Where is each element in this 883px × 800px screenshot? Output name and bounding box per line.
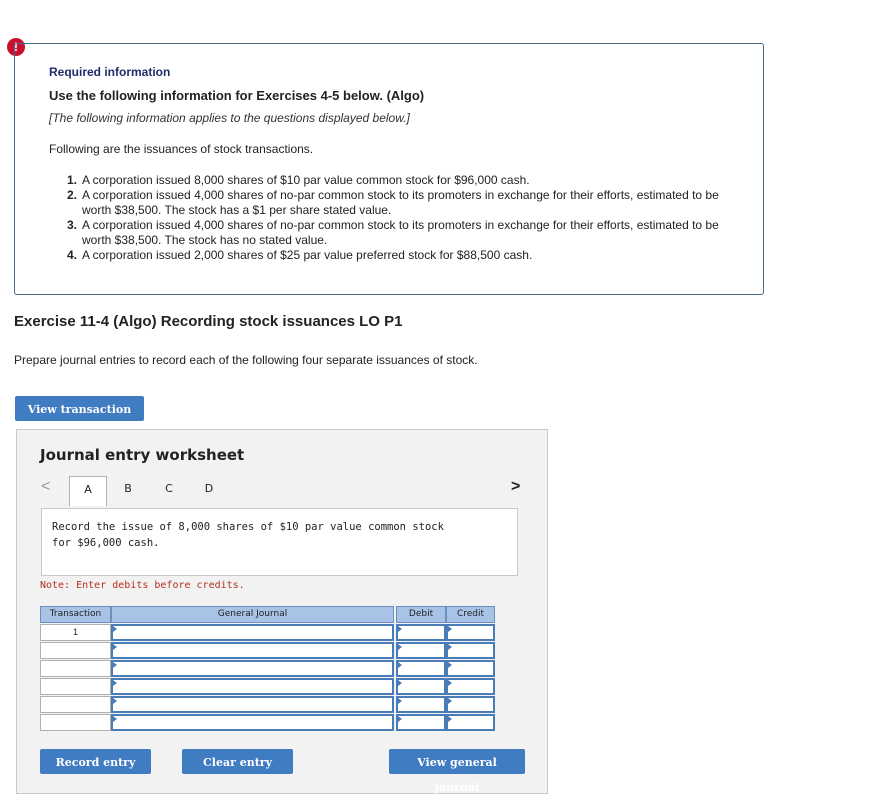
transaction-list bbox=[67, 173, 747, 263]
account-input[interactable] bbox=[111, 696, 394, 713]
record-entry-button[interactable]: Record entry bbox=[40, 749, 151, 774]
list-item-text: A corporation issued 8,000 shares of $10 par value common stock for $96,000 cash. bbox=[82, 173, 530, 187]
tab-c[interactable]: C bbox=[165, 482, 173, 495]
list-item bbox=[67, 188, 747, 218]
transaction-description-box bbox=[41, 508, 518, 576]
debit-input[interactable] bbox=[396, 624, 446, 641]
tab-b[interactable]: B bbox=[124, 482, 132, 495]
transaction-cell bbox=[40, 714, 111, 731]
account-input[interactable] bbox=[111, 624, 394, 641]
list-item-text: A corporation issued 4,000 shares of no-par common stock to its promoters in exchange for their efforts, estimated to be worth $38,500. The stock has no stated value. bbox=[82, 218, 719, 247]
journal-entry-worksheet bbox=[16, 429, 548, 794]
transaction-cell bbox=[40, 696, 111, 713]
required-information-panel bbox=[14, 43, 764, 295]
header-credit: Credit bbox=[446, 606, 495, 623]
view-transaction-list-button[interactable]: View transaction bbox=[15, 396, 144, 421]
list-item-text: A corporation issued 4,000 shares of no-par common stock to its promoters in exchange for their efforts, estimated to be worth $38,500. The stock has a $1 per share stated value. bbox=[82, 188, 719, 217]
tab-a[interactable]: A bbox=[69, 476, 107, 506]
list-item-number: 1. bbox=[67, 173, 78, 187]
debit-input[interactable] bbox=[396, 678, 446, 695]
credit-input[interactable] bbox=[446, 660, 495, 677]
debit-input[interactable] bbox=[396, 714, 446, 731]
debit-input[interactable] bbox=[396, 642, 446, 659]
info-heading: Use the following information for Exercises 4-5 below. (Algo) bbox=[49, 88, 425, 103]
worksheet-title: Journal entry worksheet bbox=[40, 446, 245, 464]
debit-input[interactable] bbox=[396, 660, 446, 677]
entry-note: Note: Enter debits before credits. bbox=[40, 580, 245, 591]
info-title: Required information bbox=[49, 65, 171, 79]
account-input[interactable] bbox=[111, 642, 394, 659]
list-item bbox=[67, 173, 747, 188]
alert-icon: ! bbox=[7, 38, 25, 56]
transaction-cell: 1 bbox=[40, 624, 111, 641]
header-debit: Debit bbox=[396, 606, 446, 623]
clear-entry-button[interactable]: Clear entry bbox=[182, 749, 293, 774]
list-item-number: 3. bbox=[67, 218, 78, 232]
credit-input[interactable] bbox=[446, 678, 495, 695]
header-transaction: Transaction bbox=[40, 606, 111, 623]
list-item bbox=[67, 218, 747, 248]
transaction-cell bbox=[40, 678, 111, 695]
transaction-cell bbox=[40, 642, 111, 659]
credit-input[interactable] bbox=[446, 624, 495, 641]
header-general-journal: General Journal bbox=[111, 606, 394, 623]
info-intro: Following are the issuances of stock transactions. bbox=[49, 142, 314, 156]
transaction-cell bbox=[40, 660, 111, 677]
list-item-number: 2. bbox=[67, 188, 78, 202]
chevron-right-icon[interactable]: > bbox=[511, 478, 521, 495]
exercise-instructions: Prepare journal entries to record each of the following four separate issuances of stock. bbox=[14, 353, 478, 367]
list-item-text: A corporation issued 2,000 shares of $25 par value preferred stock for $88,500 cash. bbox=[82, 248, 533, 262]
info-note: [The following information applies to the questions displayed below.] bbox=[49, 111, 410, 125]
debit-input[interactable] bbox=[396, 696, 446, 713]
tab-d[interactable]: D bbox=[204, 482, 214, 495]
transaction-description: Record the issue of 8,000 shares of $10 par value common stock for $96,000 cash. bbox=[52, 521, 444, 549]
credit-input[interactable] bbox=[446, 642, 495, 659]
account-input[interactable] bbox=[111, 678, 394, 695]
exercise-title: Exercise 11-4 (Algo) Recording stock issuances LO P1 bbox=[14, 313, 403, 330]
credit-input[interactable] bbox=[446, 696, 495, 713]
list-item-number: 4. bbox=[67, 248, 78, 262]
chevron-left-icon[interactable]: < bbox=[41, 478, 51, 495]
view-general-journal-button[interactable]: View general journal bbox=[389, 749, 525, 774]
account-input[interactable] bbox=[111, 660, 394, 677]
list-item bbox=[67, 248, 747, 263]
credit-input[interactable] bbox=[446, 714, 495, 731]
account-input[interactable] bbox=[111, 714, 394, 731]
